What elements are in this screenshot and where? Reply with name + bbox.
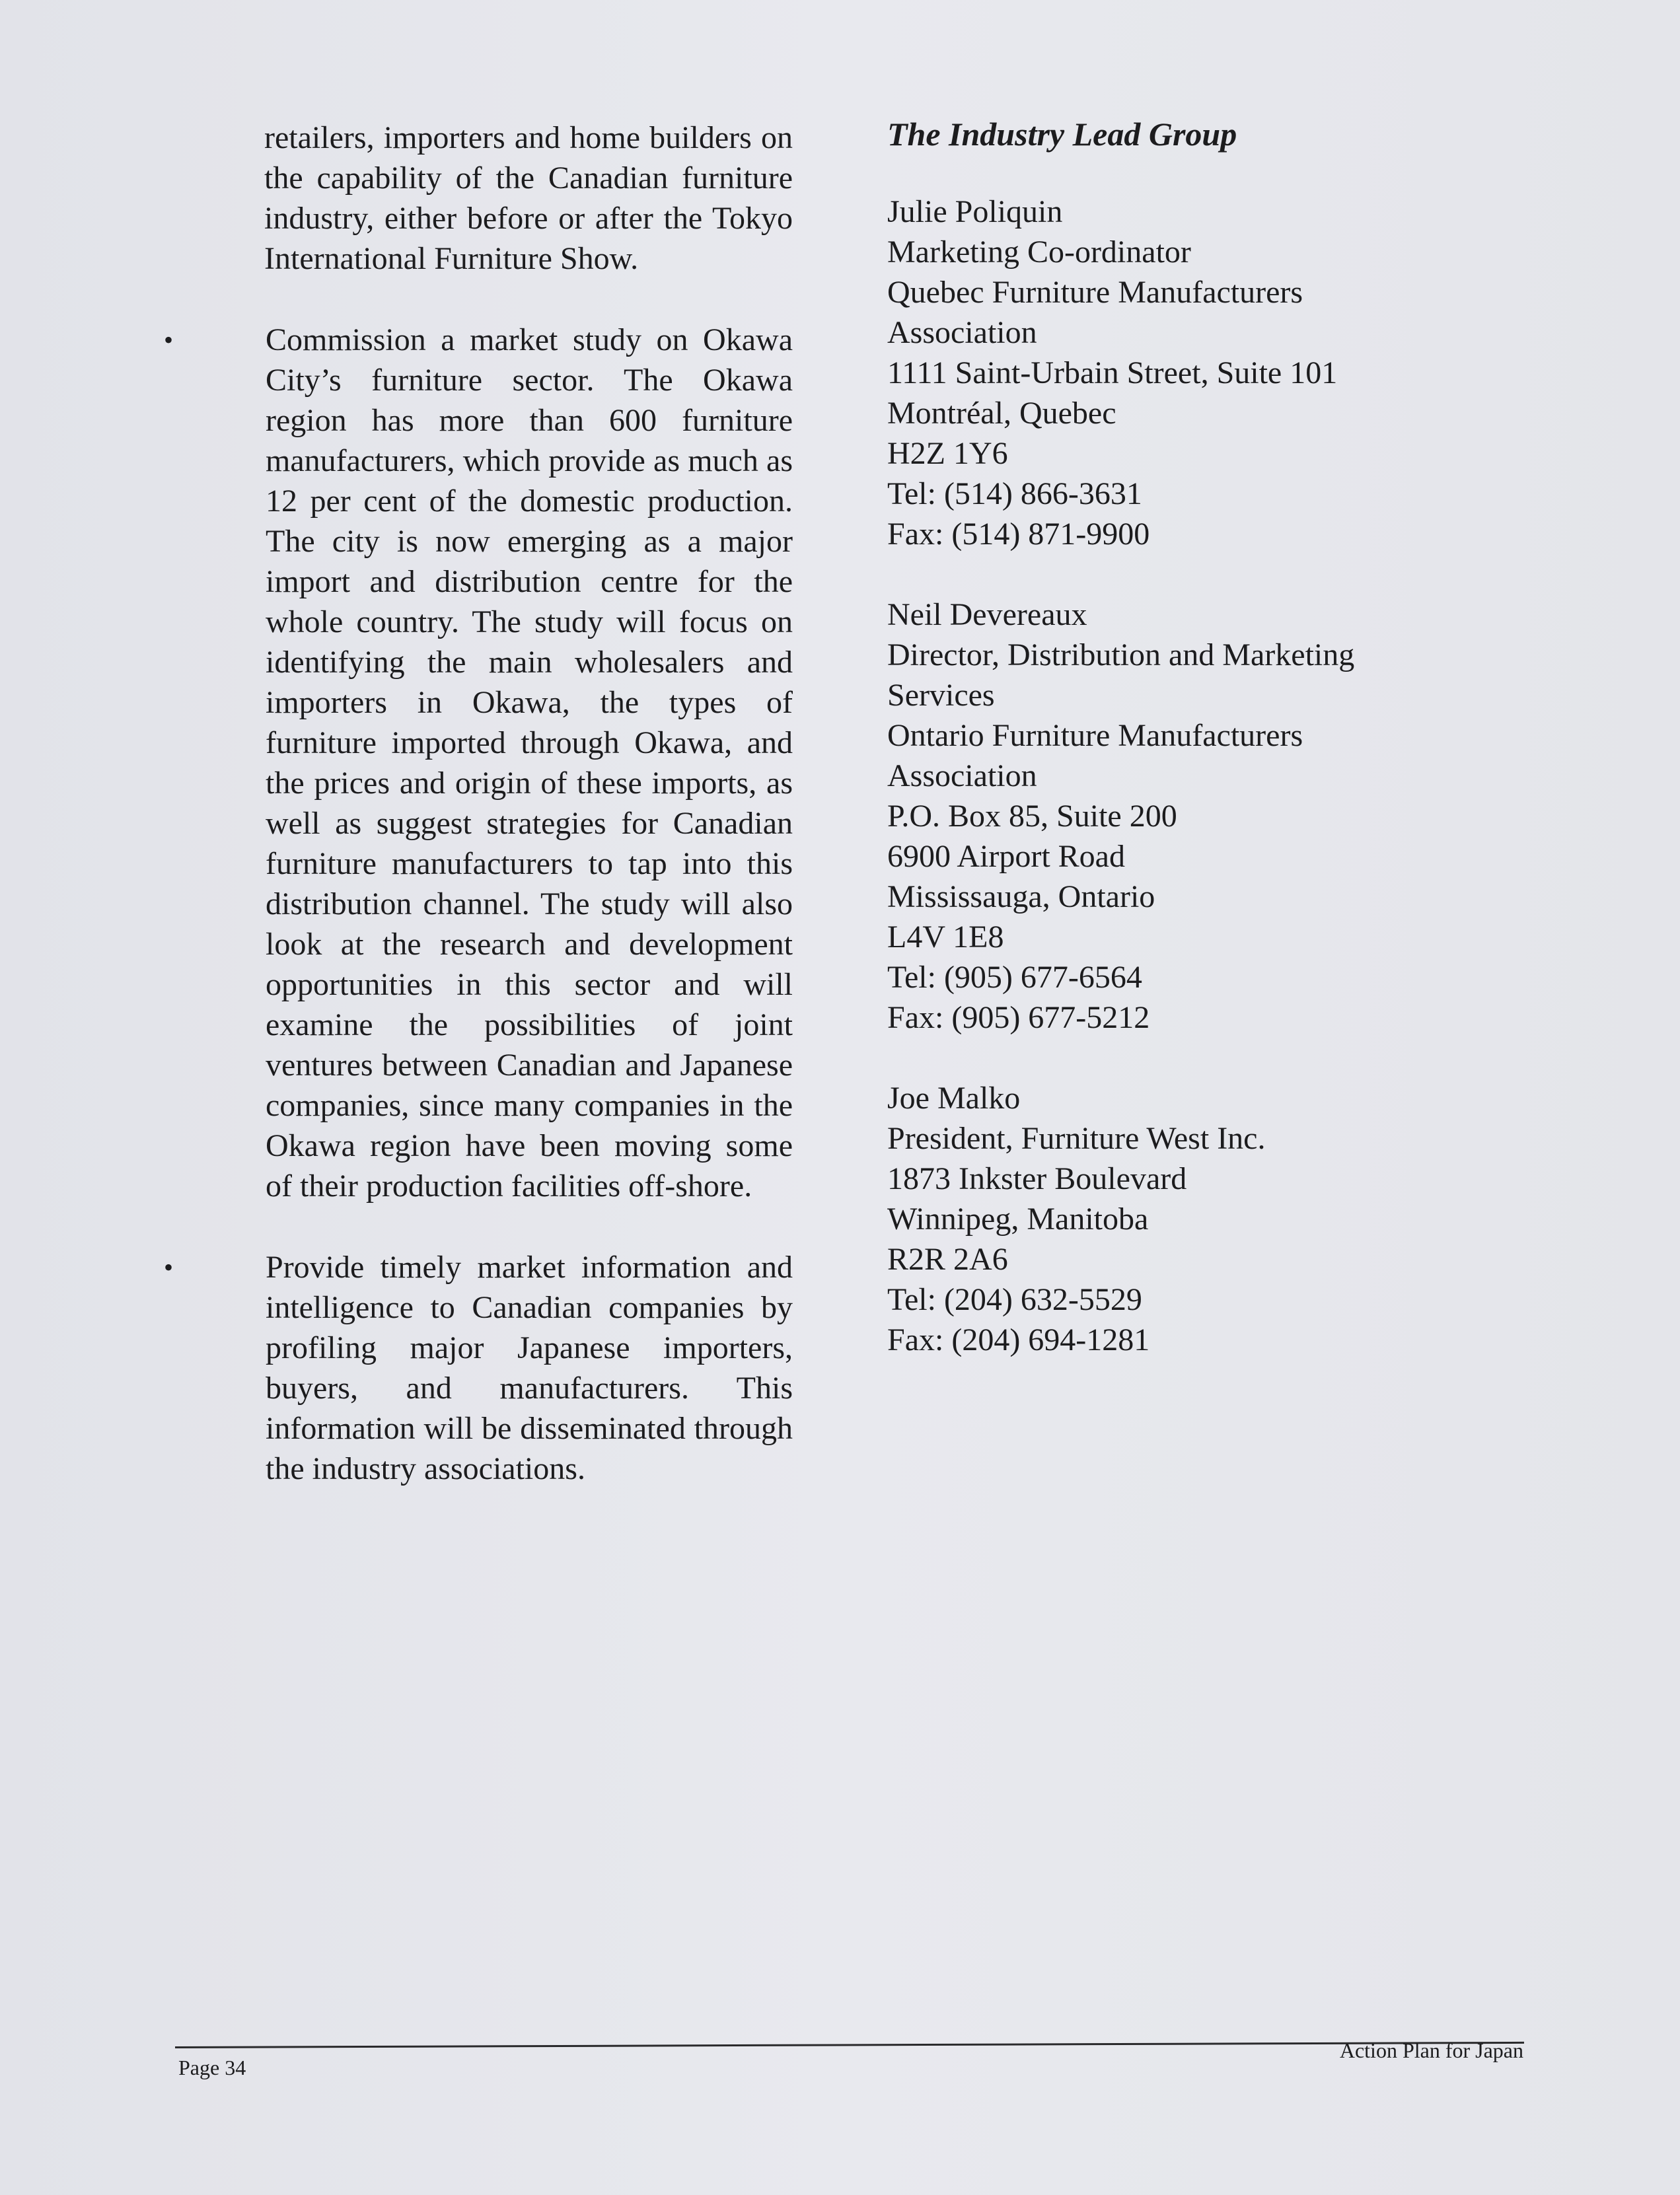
- contact-city: Montréal, Quebec: [887, 396, 1116, 431]
- contact-organization: Association: [887, 315, 1037, 350]
- contact-fax: Fax: (514) 871-9900: [887, 517, 1150, 552]
- contact-name: Joe Malko: [887, 1081, 1021, 1116]
- contact-address: P.O. Box 85, Suite 200: [887, 799, 1177, 834]
- intro-line: after the Tokyo International: [264, 201, 793, 276]
- contact-city: Winnipeg, Manitoba: [887, 1202, 1149, 1237]
- bullet-item-market-information: [164, 1247, 793, 1489]
- contact-title: Marketing Co-ordinator: [887, 234, 1191, 270]
- contact-phone: Tel: (514) 866-3631: [887, 476, 1142, 511]
- contact-name: Julie Poliquin: [887, 194, 1063, 229]
- bullet-item-market-study: [164, 320, 793, 1206]
- bullet-text: Provide timely market information and intelligence to Canadian companies by profiling major Japanese importers, buyers, and manufacturers. This information will be disseminated through the industry associations.: [266, 1250, 793, 1486]
- section-heading: The Industry Lead Group: [887, 116, 1237, 153]
- right-column: [887, 112, 1482, 1400]
- intro-line: furniture industry, either before or: [264, 161, 793, 236]
- contact-title: Director, Distribution and Marketing: [887, 637, 1355, 672]
- contact-block-julie-poliquin: [887, 192, 1482, 554]
- contact-organization: Association: [887, 758, 1037, 793]
- contact-address: 6900 Airport Road: [887, 839, 1125, 874]
- contact-address: 1873 Inkster Boulevard: [887, 1161, 1187, 1196]
- contact-title: President, Furniture West Inc.: [887, 1121, 1266, 1156]
- contact-fax: Fax: (905) 677-5212: [887, 1000, 1150, 1035]
- contact-postal-code: L4V 1E8: [887, 919, 1004, 954]
- bullet-icon: •: [164, 325, 174, 355]
- contact-postal-code: H2Z 1Y6: [887, 436, 1008, 471]
- contact-block-neil-devereaux: [887, 594, 1482, 1038]
- intro-paragraph: [264, 118, 793, 279]
- contact-phone: Tel: (905) 677-6564: [887, 960, 1142, 995]
- contact-organization: Ontario Furniture Manufacturers: [887, 718, 1303, 753]
- intro-line: on the capability of the Canadian: [264, 120, 793, 196]
- contact-name: Neil Devereaux: [887, 597, 1087, 632]
- intro-line: retailers, importers and home builders: [264, 120, 752, 155]
- contact-block-joe-malko: [887, 1078, 1482, 1360]
- bullet-text: Commission a market study on Okawa City’s furniture sector. The Okawa region has more than 600 furniture manufacturers, which provide as much as 12 per cent of the domestic production. The city is now emerging as a major import and distribution centre for the whole country. The study will focus on identifying the main wholesalers and importers in Okawa, the types of furniture imported through Okawa, and the prices and origin of these imports, as well as suggest strategies for Canadian furniture manufacturers to tap into this distribution channel. The study will also look at the research and development opportunities in this sector and will examine the possibilities of joint ventures between Canadian and Japanese companies, since many companies in the Okawa region have been moving some of their production facilities off-shore.: [266, 322, 793, 1204]
- bullet-icon: •: [164, 1252, 174, 1282]
- left-column: [164, 118, 793, 1489]
- contact-postal-code: R2R 2A6: [887, 1242, 1008, 1277]
- contact-phone: Tel: (204) 632-5529: [887, 1282, 1142, 1317]
- document-title: Action Plan for Japan: [1339, 2038, 1523, 2062]
- contact-address: 1111 Saint-Urbain Street, Suite 101: [887, 355, 1338, 390]
- contact-organization: Quebec Furniture Manufacturers: [887, 275, 1303, 310]
- contact-fax: Fax: (204) 694-1281: [887, 1322, 1150, 1357]
- contact-title: Services: [887, 678, 995, 713]
- page-number: Page 34: [178, 2056, 246, 2079]
- contact-city: Mississauga, Ontario: [887, 879, 1155, 914]
- intro-line: Furniture Show.: [434, 241, 639, 276]
